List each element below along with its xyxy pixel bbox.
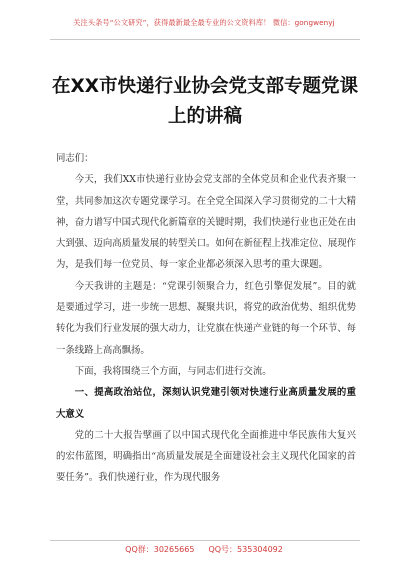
paragraph-outline: 下面，我将围绕三个方面，与同志们进行交流。 bbox=[74, 365, 272, 377]
promo-header: 关注头条号“公文研究”，获得最新最全最专业的公文资料库！ 微信：gongwenyj bbox=[73, 18, 335, 27]
paragraph-topic: 今天我讲的主题是：“党课引领聚合力，红色引擎促发展”。目的就是要通过学习，进一步统一思想、凝聚共识，将党的政治优势、组织优势转化为我们行业发展的强大动力，让党旗在快递产业链的每一个环节、每一条线路上高高飘扬。 bbox=[56, 280, 357, 356]
title-line-1: 在XX市快递行业协会党支部专题党课 bbox=[51, 76, 359, 97]
document-title bbox=[40, 72, 370, 132]
section-1-heading: 一、提高政治站位，深刻认识党建引领对快速行业高质量发展的重大意义 bbox=[56, 387, 356, 420]
document-body bbox=[56, 148, 356, 489]
qq-number-text: QQ号：535304092 bbox=[208, 545, 283, 554]
paragraph-intro: 今天，我们XX市快递行业协会党支部的全体党员和企业代表齐聚一堂，共同参加这次专题党课学习。在全党全国深入学习贯彻党的二十大精神，奋力谱写中国式现代化新篇章的关键时期，我们快递行业也正处在由大到强、迈向高质量发展的转型关口。如何在新征程上找准定位、展现作为，是我们每一位党员、每一家企业都必须深入思考的重大课题。 bbox=[56, 174, 357, 271]
section-1-paragraph: 党的二十大报告擘画了以中国式现代化全面推进中华民族伟大复兴的宏伟蓝图，明确指出“高质量发展是全面建设社会主义现代化国家的首要任务”。我们快递行业，作为现代服务 bbox=[56, 429, 356, 484]
salutation: 同志们： bbox=[56, 153, 94, 164]
title-line-2: 上的讲稿 bbox=[167, 106, 242, 127]
footer-divider bbox=[50, 540, 360, 541]
contact-footer bbox=[0, 544, 408, 555]
header-divider bbox=[50, 39, 360, 40]
qq-group-text: QQ群：30265665 bbox=[125, 545, 195, 554]
